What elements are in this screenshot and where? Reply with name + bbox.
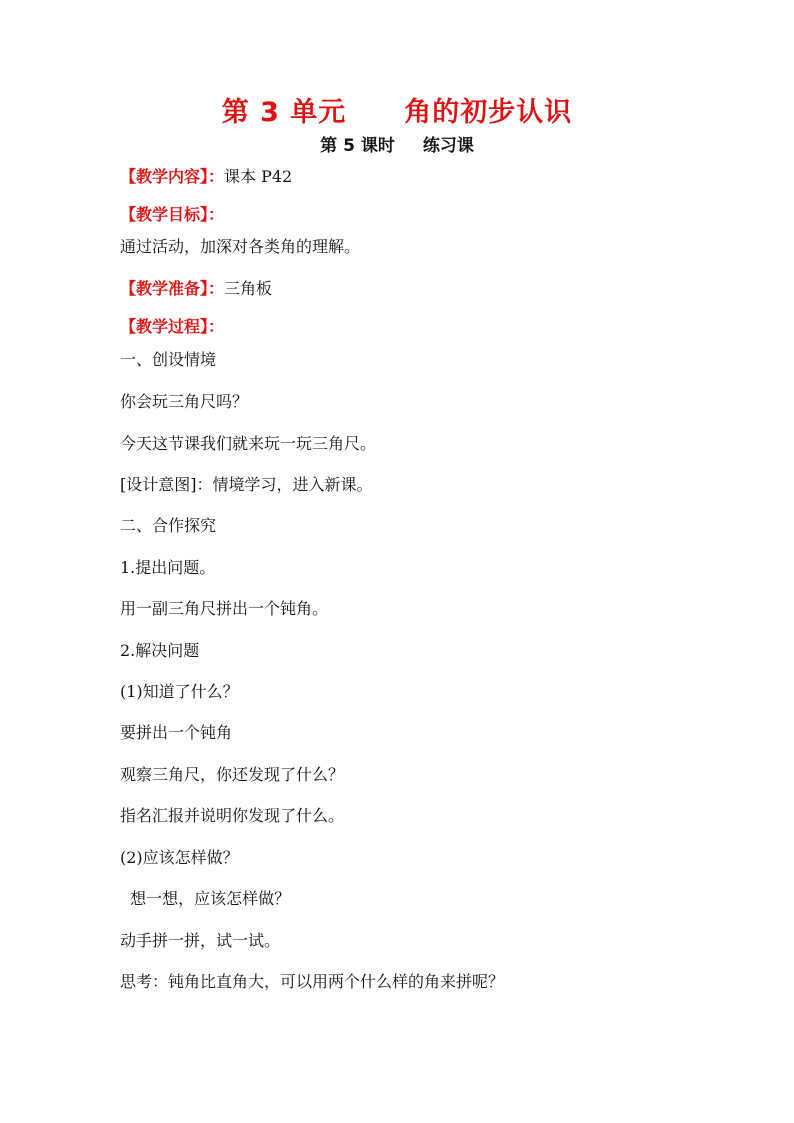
process-line: 观察三角尺，你还发现了什么？ — [120, 765, 345, 784]
process-line: 用一副三角尺拼出一个钝角。 — [120, 599, 329, 618]
process-line: 1.提出问题。 — [120, 558, 216, 577]
process-line: (1)知道了什么？ — [120, 682, 239, 701]
process-line: 一、创设情境 — [120, 350, 217, 369]
process-line: 要拼出一个钝角 — [120, 723, 233, 742]
topic-label: 角的初步认识 — [404, 97, 573, 128]
content-row — [120, 166, 292, 188]
unit-label: 第 3 单元 — [221, 97, 347, 128]
prep-heading: 【教学准备】： — [120, 279, 225, 298]
goal-heading: 【教学目标】： — [120, 205, 225, 224]
process-line: 指名汇报并说明你发现了什么。 — [120, 806, 345, 825]
content-value: 课本 P42 — [224, 167, 293, 186]
content-heading: 【教学内容】： — [120, 167, 225, 186]
process-line: [设计意图]：情境学习，进入新课。 — [120, 475, 373, 494]
page-title — [0, 90, 794, 129]
process-line: 你会玩三角尺吗？ — [120, 392, 249, 411]
lesson-subtitle — [0, 131, 794, 156]
lesson-number: 第 5 课时 — [320, 136, 395, 156]
process-line: (2)应该怎样做？ — [120, 848, 239, 867]
process-line: 今天这节课我们就来玩一玩三角尺。 — [120, 434, 377, 453]
process-line: 思考：钝角比直角大，可以用两个什么样的角来拼呢？ — [120, 972, 505, 991]
process-line: 想一想，应该怎样做？ — [120, 889, 291, 908]
process-line: 动手拼一拼，试一试。 — [120, 931, 281, 950]
lesson-type: 练习课 — [422, 136, 474, 156]
prep-row — [120, 278, 272, 300]
goal-text: 通过活动，加深对各类角的理解。 — [120, 237, 361, 256]
process-heading: 【教学过程】： — [120, 317, 225, 336]
process-heading-row — [120, 316, 224, 338]
process-line: 二、合作探究 — [120, 516, 217, 535]
prep-value: 三角板 — [224, 279, 273, 298]
process-line: 2.解决问题 — [120, 641, 200, 660]
goal-heading-row — [120, 204, 224, 226]
